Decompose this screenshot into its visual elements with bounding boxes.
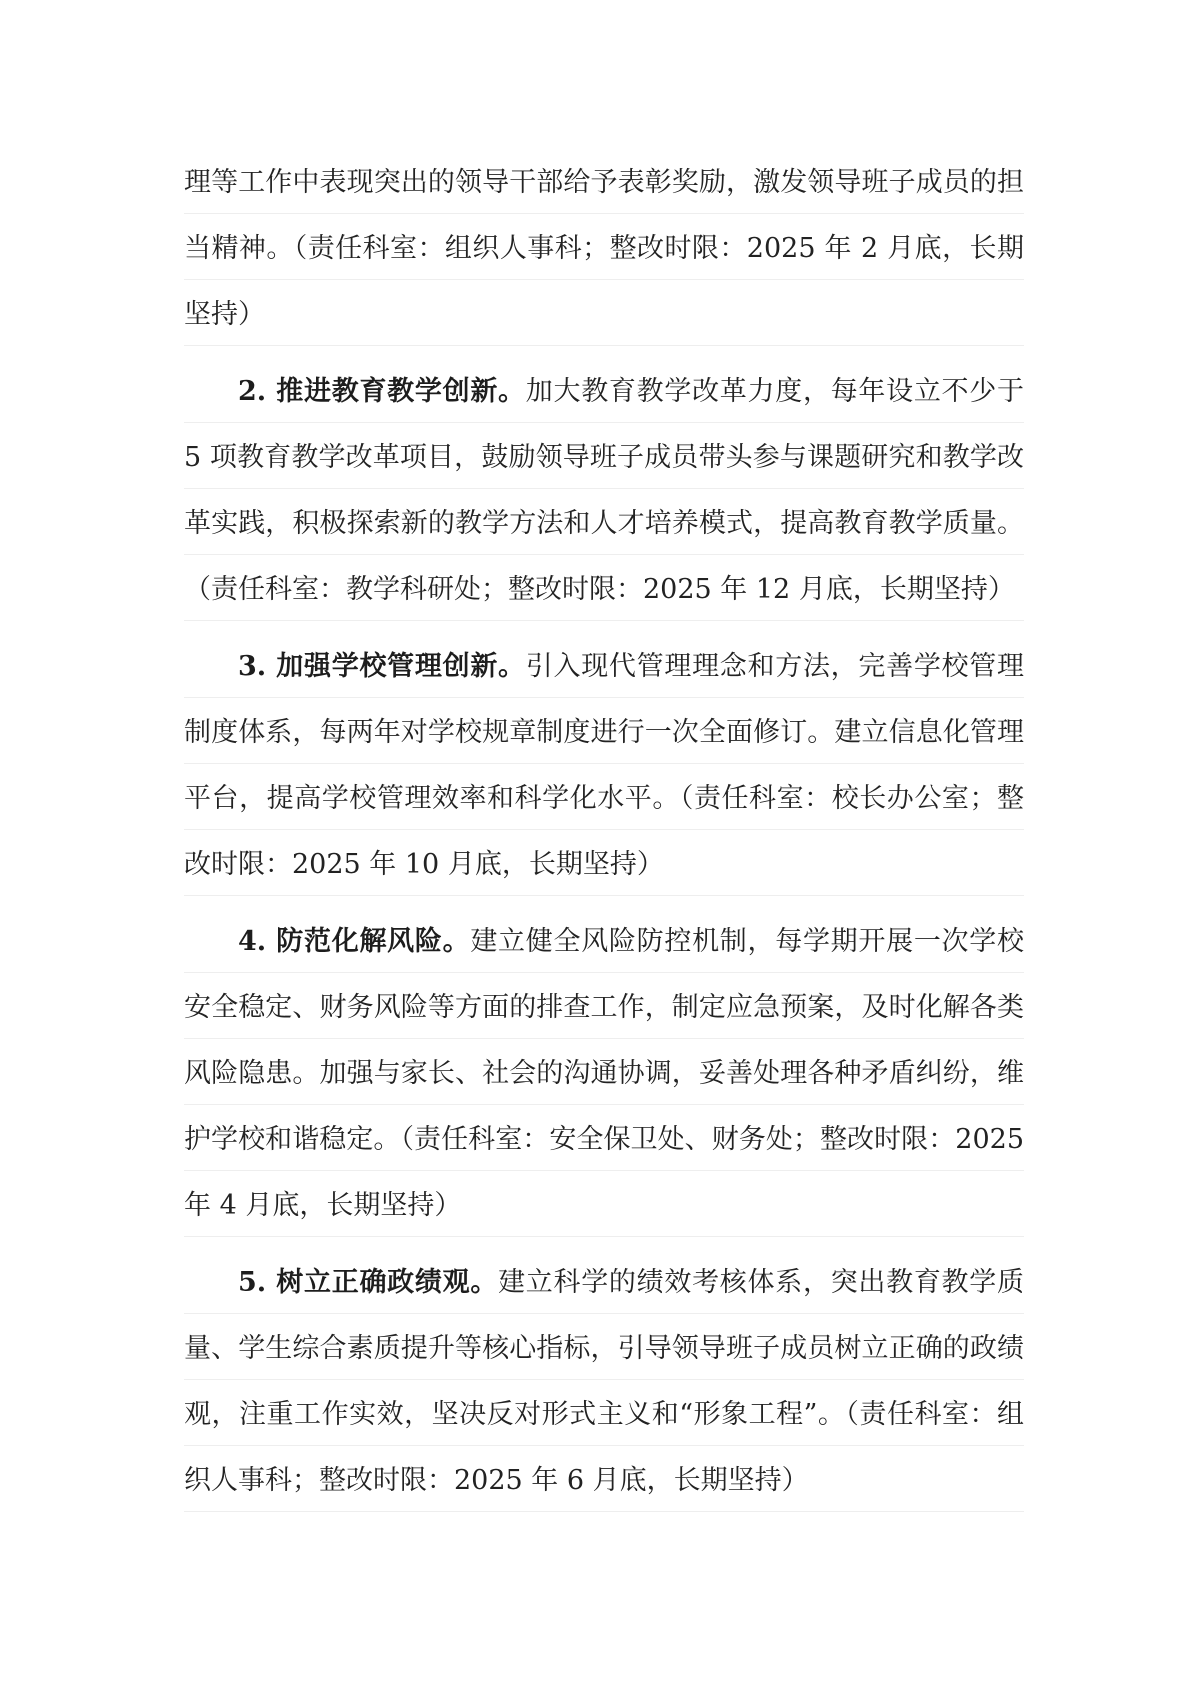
paragraph-item-2 [184,359,1024,623]
paragraph-gap [184,898,1024,909]
document-body [184,150,1024,1514]
paragraph-text: 理等工作中表现突出的领导干部给予表彰奖励，激发领导班子成员的担当精神。（责任科室：组织人事科；整改时限：2025 年 2 月底，长期坚持） [184,167,1024,330]
paragraph-continuation [184,150,1024,348]
paragraph-text: 建立科学的绩效考核体系，突出教育教学质量、学生综合素质提升等核心指标，引导领导班子成员树立正确的政绩观，注重工作实效，坚决反对形式主义和“形象工程”。（责任科室：组织人事科；整改时限：2025 年 6 月底，长期坚持） [184,1267,1024,1496]
paragraph-gap [184,1239,1024,1250]
paragraph-text: 引入现代管理理念和方法，完善学校管理制度体系，每两年对学校规章制度进行一次全面修订。建立信息化管理平台，提高学校管理效率和科学化水平。（责任科室：校长办公室；整改时限：2025 年 10 月底，长期坚持） [184,651,1024,880]
paragraph-heading: 5. 树立正确政绩观。 [238,1267,499,1298]
paragraph-gap [184,623,1024,634]
paragraph-gap [184,348,1024,359]
paragraph-text: 建立健全风险防控机制，每学期开展一次学校安全稳定、财务风险等方面的排查工作，制定应急预案，及时化解各类风险隐患。加强与家长、社会的沟通协调，妥善处理各种矛盾纠纷，维护学校和谐稳定。（责任科室：安全保卫处、财务处；整改时限：2025 年 4 月底，长期坚持） [184,926,1024,1221]
paragraph-item-4 [184,909,1024,1239]
paragraph-heading: 2. 推进教育教学创新。 [238,376,526,407]
paragraph-heading: 3. 加强学校管理创新。 [238,651,526,682]
paragraph-item-5 [184,1250,1024,1514]
paragraph-heading: 4. 防范化解风险。 [238,926,471,957]
paragraph-item-3 [184,634,1024,898]
paragraph-text: 加大教育教学改革力度，每年设立不少于 5 项教育教学改革项目，鼓励领导班子成员带头参与课题研究和教学改革实践，积极探索新的教学方法和人才培养模式，提高教育教学质量。（责任科室：教学科研处；整改时限：2025 年 12 月底，长期坚持） [184,376,1024,605]
